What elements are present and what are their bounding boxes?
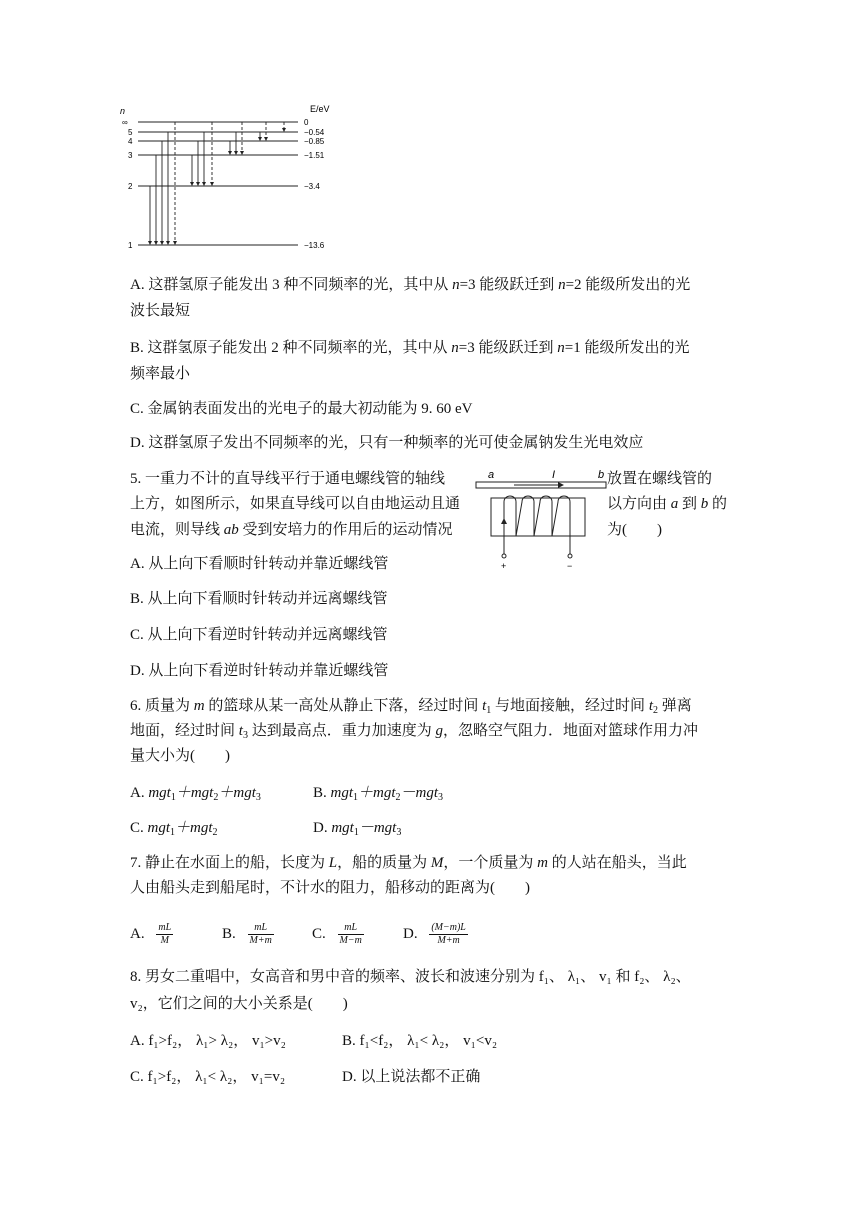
q7-stem-line2: 人由船头走到船尾时，不计水的阻力，船移动的距离为( )	[130, 880, 530, 896]
terminal-plus	[502, 554, 506, 558]
q6-stem-line1: 6. 质量为 m 的篮球从某一高处从静止下落，经过时间 $t_1$ 与地面接触，经过时间 $t_2$ 弹离	[130, 698, 692, 716]
q6-stem-line2: 地面，经过时间 $t_3$ 达到最高点．重力加速度为 g，忽略空气阻力．地面对篮球作用力冲	[130, 723, 698, 741]
level-n-inf: ∞	[122, 118, 128, 127]
q5-stem-line1a: 5. 一重力不计的直导线平行于通电螺线管的轴线	[130, 471, 446, 487]
energy-level-diagram	[118, 98, 338, 260]
solenoid-figure	[474, 466, 608, 572]
level-n-5: 5	[128, 128, 133, 137]
q7-option-c: C. $\frac{mL}{M-m}$	[312, 922, 362, 946]
level-n-3: 3	[128, 151, 133, 160]
q6-option-b: B. mgt$_1$＋mgt$_2$－mgt$_3$	[313, 785, 444, 803]
level-e-inf: 0	[304, 118, 309, 127]
level-n-1: 1	[128, 241, 133, 250]
q6-option-d: D. mgt$_1$－mgt$_3$	[313, 820, 402, 838]
q4-option-c: C. 金属钠表面发出的光电子的最大初动能为 9. 60 eV	[130, 401, 473, 417]
q6-option-c: C. mgt$_1$＋mgt$_2$	[130, 820, 218, 838]
q4-option-a-cont: 波长最短	[130, 303, 191, 319]
q8-option-b: B. f₁<f₂， λ₁< λ₂， v₁<v₂	[342, 1033, 498, 1049]
q5-stem-line3b: 为( )	[607, 522, 662, 538]
solenoid-coils	[504, 496, 570, 536]
transitions-to-n4	[260, 122, 266, 139]
terminal-minus-label: −	[567, 561, 573, 571]
level-e-2: −3.4	[304, 182, 320, 191]
q8-option-d: D. 以上说法都不正确	[342, 1069, 481, 1085]
level-e-3: −1.51	[304, 151, 325, 160]
e-axis-label: E/eV	[310, 104, 330, 114]
fraction: $\frac{(M-m)L}{M+m}$	[431, 922, 466, 946]
transitions-to-n3	[230, 122, 242, 153]
q5-option-d: D. 从上向下看逆时针转动并靠近螺线管	[130, 663, 389, 679]
terminal-minus	[568, 554, 572, 558]
lead-current-arrow	[501, 518, 507, 524]
fraction: $\frac{mL}{M+m}$	[249, 922, 272, 946]
q5-stem-line1b: 放置在螺线管的	[607, 471, 713, 487]
level-n-2: 2	[128, 182, 133, 191]
q5-stem-line3a: 电流，则导线 ab 受到安培力的作用后的运动情况	[130, 522, 453, 538]
fraction: $\frac{mL}{M-m}$	[339, 922, 362, 946]
fraction: $\frac{mL}{M}$	[158, 922, 172, 946]
wire-end-a-label: a	[488, 469, 495, 481]
q7-option-d: D. $\frac{(M-m)L}{M+m}$	[403, 922, 466, 946]
level-e-1: −13.6	[304, 241, 325, 250]
q8-stem-line1: 8. 男女二重唱中，女高音和男中音的频率、波长和波速分别为 f₁、 λ₁、 v₁ 和 f₂、 λ₂、	[130, 969, 691, 985]
q4-option-a: A. 这群氢原子能发出 3 种不同频率的光，其中从 n=3 能级跃迁到 n=2 能级所发出的光	[130, 277, 691, 293]
solenoid-core	[491, 498, 585, 536]
n-axis-label: n	[120, 106, 126, 116]
q4-option-b: B. 这群氢原子能发出 2 种不同频率的光，其中从 n=3 能级跃迁到 n=1 能级所发出的光	[130, 340, 690, 356]
q8-option-c: C. f₁>f₂， λ₁< λ₂， v₁=v₂	[130, 1069, 286, 1085]
transitions-to-n1	[150, 122, 175, 243]
transitions-to-n2	[192, 122, 212, 184]
wire-end-b-label: b	[598, 469, 605, 481]
q5-option-c: C. 从上向下看逆时针转动并远离螺线管	[130, 627, 388, 643]
q5-option-a: A. 从上向下看顺时针转动并靠近螺线管	[130, 556, 389, 572]
current-arrowhead	[558, 482, 564, 488]
q4-option-d: D. 这群氢原子发出不同频率的光，只有一种频率的光可使金属钠发生光电效应	[130, 435, 644, 451]
level-e-4: −0.85	[304, 137, 325, 146]
level-n-4: 4	[128, 137, 133, 146]
q7-stem-line1: 7. 静止在水面上的船，长度为 L，船的质量为 M，一个质量为 m 的人站在船头，当此	[130, 855, 687, 871]
q5-stem-line2a: 上方，如图所示，如果直导线可以自由地运动且通	[130, 496, 461, 512]
q6-option-a: A. mgt$_1$＋mgt$_2$＋mgt$_3$	[130, 785, 261, 803]
q7-option-b: B. $\frac{mL}{M+m}$	[222, 922, 272, 946]
q6-stem-line3: 量大小为( )	[130, 748, 230, 764]
q5-stem-line2b: 以方向由 a 到 b 的	[607, 496, 728, 512]
q4-option-b-cont: 频率最小	[130, 366, 191, 382]
level-e-5: −0.54	[304, 128, 325, 137]
current-label: I	[552, 469, 556, 481]
q8-stem-line2: v₂，它们之间的大小关系是( )	[130, 996, 348, 1012]
q5-option-b: B. 从上向下看顺时针转动并远离螺线管	[130, 591, 388, 607]
terminal-plus-label: +	[501, 561, 507, 571]
q7-option-a: A. $\frac{mL}{M}$	[130, 922, 172, 946]
q8-option-a: A. f₁>f₂， λ₁> λ₂， v₁>v₂	[130, 1033, 286, 1049]
